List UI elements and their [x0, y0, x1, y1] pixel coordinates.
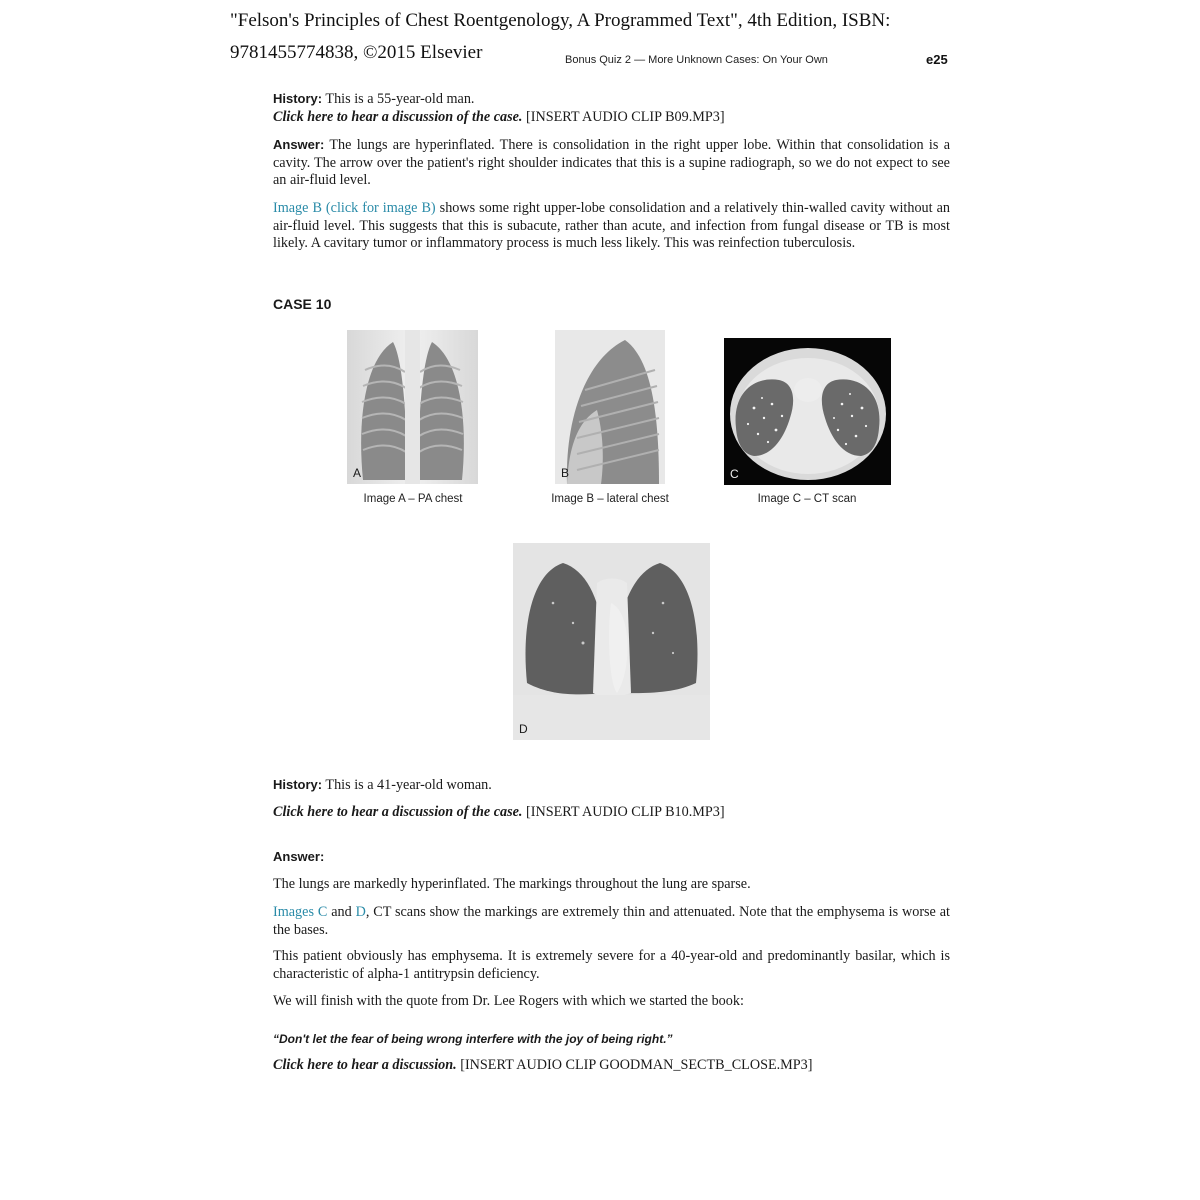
case10-audio [273, 804, 950, 822]
ct-image-c [724, 338, 891, 485]
ct-scan-figure [724, 338, 891, 485]
figure-letter: B [561, 466, 570, 480]
ct-image-d [513, 543, 710, 740]
figure-letter: C [730, 467, 739, 481]
answer-text: The lungs are hyperinflated. There is consolidation in the right upper lobe. Within that consolidation is a cavity. The arrow over the patient's right shoulder indicates that this is a supine radiograph, so we do not expect to see an air-fluid level. [273, 137, 950, 188]
case9-image-discussion [273, 200, 950, 253]
answer-paragraph-4: We will finish with the quote from Dr. Lee Rogers with which we started the book: [273, 993, 744, 1009]
answer-paragraph-1: The lungs are markedly hyperinflated. The markings throughout the lung are sparse. [273, 876, 751, 892]
answer-paragraph-2 [273, 904, 950, 939]
xray-image-b [555, 330, 665, 484]
case-heading: CASE 10 [273, 296, 332, 312]
history-text: This is a 55-year-old man. [325, 91, 475, 107]
audio-clip-placeholder: [INSERT AUDIO CLIP B09.MP3] [526, 108, 725, 125]
case9-history [273, 90, 950, 126]
closing-quote: “Don't let the fear of being wrong interfere with the joy of being right.” [273, 1032, 673, 1046]
case10-history [273, 776, 950, 795]
book-citation-line-1: "Felson's Principles of Chest Roentgenology, A Programmed Text", 4th Edition, ISBN: [230, 10, 891, 31]
image-discussion-text: shows some right upper-lobe consolidation and a relatively thin-walled cavity without an air-fluid level. This suggests that this is subacute, rather than acute, and infection from fungal disease or TB is most likely. A cavitary tumor or inflammatory process is much less likely. This was reinfection tuberculosis. [273, 200, 950, 251]
history-label: History: [273, 91, 323, 106]
images-c-link[interactable]: Images C [273, 904, 328, 920]
pa-chest-xray-figure [347, 330, 478, 484]
lateral-chest-xray-figure [555, 330, 665, 484]
figure-letter: A [353, 466, 362, 480]
figure-letter: D [519, 722, 528, 736]
xray-image-a [347, 330, 478, 484]
case9-answer [273, 136, 950, 190]
closing-audio-link[interactable]: Click here to hear a discussion. [273, 1057, 457, 1073]
caption-image-a: Image A – PA chest [363, 493, 463, 505]
history-text: This is a 41-year-old woman. [325, 777, 492, 793]
closing-audio [273, 1057, 950, 1075]
page-number: e25 [926, 52, 948, 67]
audio-clip-placeholder: [INSERT AUDIO CLIP B10.MP3] [526, 804, 725, 820]
coronal-ct-figure [513, 543, 710, 740]
answer-paragraph-3: This patient obviously has emphysema. It is extremely severe for a 40-year-old and predominantly basilar, which is characteristic of alpha-1 antitrypsin deficiency. [273, 948, 950, 982]
image-b-link[interactable]: Image B (click for image B) [273, 200, 436, 216]
running-head: Bonus Quiz 2 — More Unknown Cases: On Your Own [565, 54, 828, 66]
closing-audio-clip-placeholder: [INSERT AUDIO CLIP GOODMAN_SECTB_CLOSE.MP3] [460, 1057, 813, 1073]
audio-prompt-link[interactable]: Click here to hear a discussion of the case. [273, 804, 523, 820]
conjunction-text: and [327, 904, 356, 920]
case10-answer-heading [273, 848, 950, 867]
book-citation-line-2: 9781455774838, ©2015 Elsevier [230, 42, 483, 63]
answer-text: , CT scans show the markings are extremely thin and attenuated. Note that the emphysema is worse at the bases. [273, 904, 950, 938]
history-label: History: [273, 777, 323, 792]
answer-label: Answer: [273, 849, 325, 864]
image-d-link[interactable]: D [355, 904, 366, 920]
answer-label: Answer: [273, 137, 325, 152]
audio-prompt-link[interactable]: Click here to hear a discussion of the case. [273, 108, 523, 125]
caption-image-b: Image B – lateral chest [551, 493, 669, 505]
caption-image-c: Image C – CT scan [757, 493, 857, 505]
